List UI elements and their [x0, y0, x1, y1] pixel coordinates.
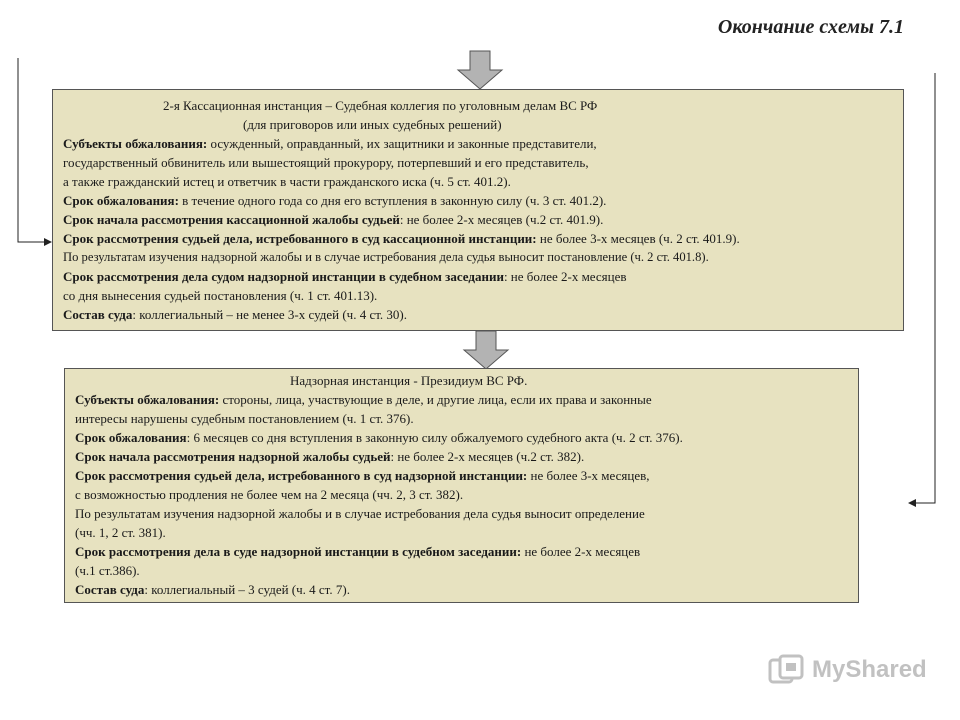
text-line: а также гражданский истец и ответчик в части гражданского иска (ч. 5 ст. 401.2). — [63, 174, 511, 189]
page-title: Окончание схемы 7.1 — [717, 16, 904, 38]
line-text: : коллегиальный – не менее 3-х судей (ч. 4 ст. 30). — [132, 307, 408, 322]
text-line — [75, 580, 848, 599]
line-text: : 6 месяцев со дня вступления в законную силу обжалуемого судебного акта (ч. 2 ст. 376). — [186, 430, 683, 445]
text-line — [63, 210, 893, 229]
line-label: Состав суда — [63, 307, 133, 322]
text-line — [63, 267, 893, 286]
line-text: : не более 2-х месяцев (ч.2 ст. 382). — [390, 449, 585, 464]
line-text: стороны, лица, участвующие в деле, и другие лица, если их права и законные — [219, 392, 652, 407]
line-text: не более 2-х месяцев — [521, 544, 641, 559]
line-label: Срок рассмотрения дела в суде надзорной инстанции в судебном заседании: — [75, 544, 522, 559]
text-line — [63, 305, 893, 324]
line-text: в течение одного года со дня его вступления в законную силу (ч. 3 ст. 401.2). — [178, 193, 607, 208]
line-label: Срок рассмотрения судьей дела, истребованного в суд кассационной инстанции: — [63, 231, 537, 246]
line-label: Субъекты обжалования: — [75, 392, 220, 407]
line-text: : не более 2-х месяцев — [503, 269, 627, 284]
text-line — [63, 134, 893, 153]
left-connector-arrow — [10, 55, 54, 255]
text-line: со дня вынесения судьей постановления (ч. 1 ст. 401.13). — [63, 288, 378, 303]
watermark-text: MyShared — [812, 656, 927, 683]
text-line: По результатам изучения надзорной жалобы и в случае истребования дела судья выносит постановление (ч. 2 ст. 401.8). — [63, 250, 709, 264]
supervisory-instance-box — [64, 368, 859, 603]
text-line — [75, 428, 848, 447]
text-line — [63, 229, 893, 248]
line-text: осужденный, оправданный, их защитники и законные представители, — [207, 136, 597, 151]
slides-icon — [768, 654, 806, 686]
text-line: По результатам изучения надзорной жалобы и в случае истребования дела судья выносит определение — [75, 506, 645, 521]
watermark-logo — [768, 654, 927, 686]
arrow-down-icon — [456, 50, 504, 90]
text-line — [75, 447, 848, 466]
line-label: Срок рассмотрения дела судом надзорной инстанции в судебном заседании — [63, 269, 504, 284]
line-label: Срок обжалования — [75, 430, 187, 445]
right-connector-arrow — [902, 70, 942, 508]
line-label: Срок обжалования: — [63, 193, 179, 208]
line-label: Состав суда — [75, 582, 145, 597]
arrow-down-icon — [462, 330, 510, 370]
line-label: Срок начала рассмотрения кассационной жалобы судьей — [63, 212, 400, 227]
line-text: не более 3-х месяцев (ч. 2 ст. 401.9). — [536, 231, 740, 246]
text-line: интересы нарушены судебным постановлением (ч. 1 ст. 376). — [75, 411, 414, 426]
box-heading: Надзорная инстанция - Президиум ВС РФ. — [290, 373, 528, 388]
line-text: не более 3-х месяцев, — [527, 468, 650, 483]
text-line: с возможностью продления не более чем на 2 месяца (чч. 2, 3 ст. 382). — [75, 487, 464, 502]
line-text: : коллегиальный – 3 судей (ч. 4 ст. 7). — [144, 582, 350, 597]
box-heading: 2-я Кассационная инстанция – Судебная коллегия по уголовным делам ВС РФ — [163, 98, 598, 113]
text-line — [75, 542, 848, 561]
text-line — [75, 466, 848, 485]
text-line: (чч. 1, 2 ст. 381). — [75, 525, 166, 540]
cassation-instance-box — [52, 89, 904, 331]
line-label: Срок начала рассмотрения надзорной жалобы судьей — [75, 449, 391, 464]
line-label: Срок рассмотрения судьей дела, истребованного в суд надзорной инстанции: — [75, 468, 528, 483]
text-line — [63, 191, 893, 210]
text-line: государственный обвинитель или вышестоящий прокурору, потерпевший и его представитель, — [63, 155, 589, 170]
line-label: Субъекты обжалования: — [63, 136, 208, 151]
box-subheading: (для приговоров или иных судебных решений) — [243, 117, 502, 132]
text-line: (ч.1 ст.386). — [75, 563, 140, 578]
line-text: : не более 2-х месяцев (ч.2 ст. 401.9). — [399, 212, 604, 227]
text-line — [75, 390, 848, 409]
